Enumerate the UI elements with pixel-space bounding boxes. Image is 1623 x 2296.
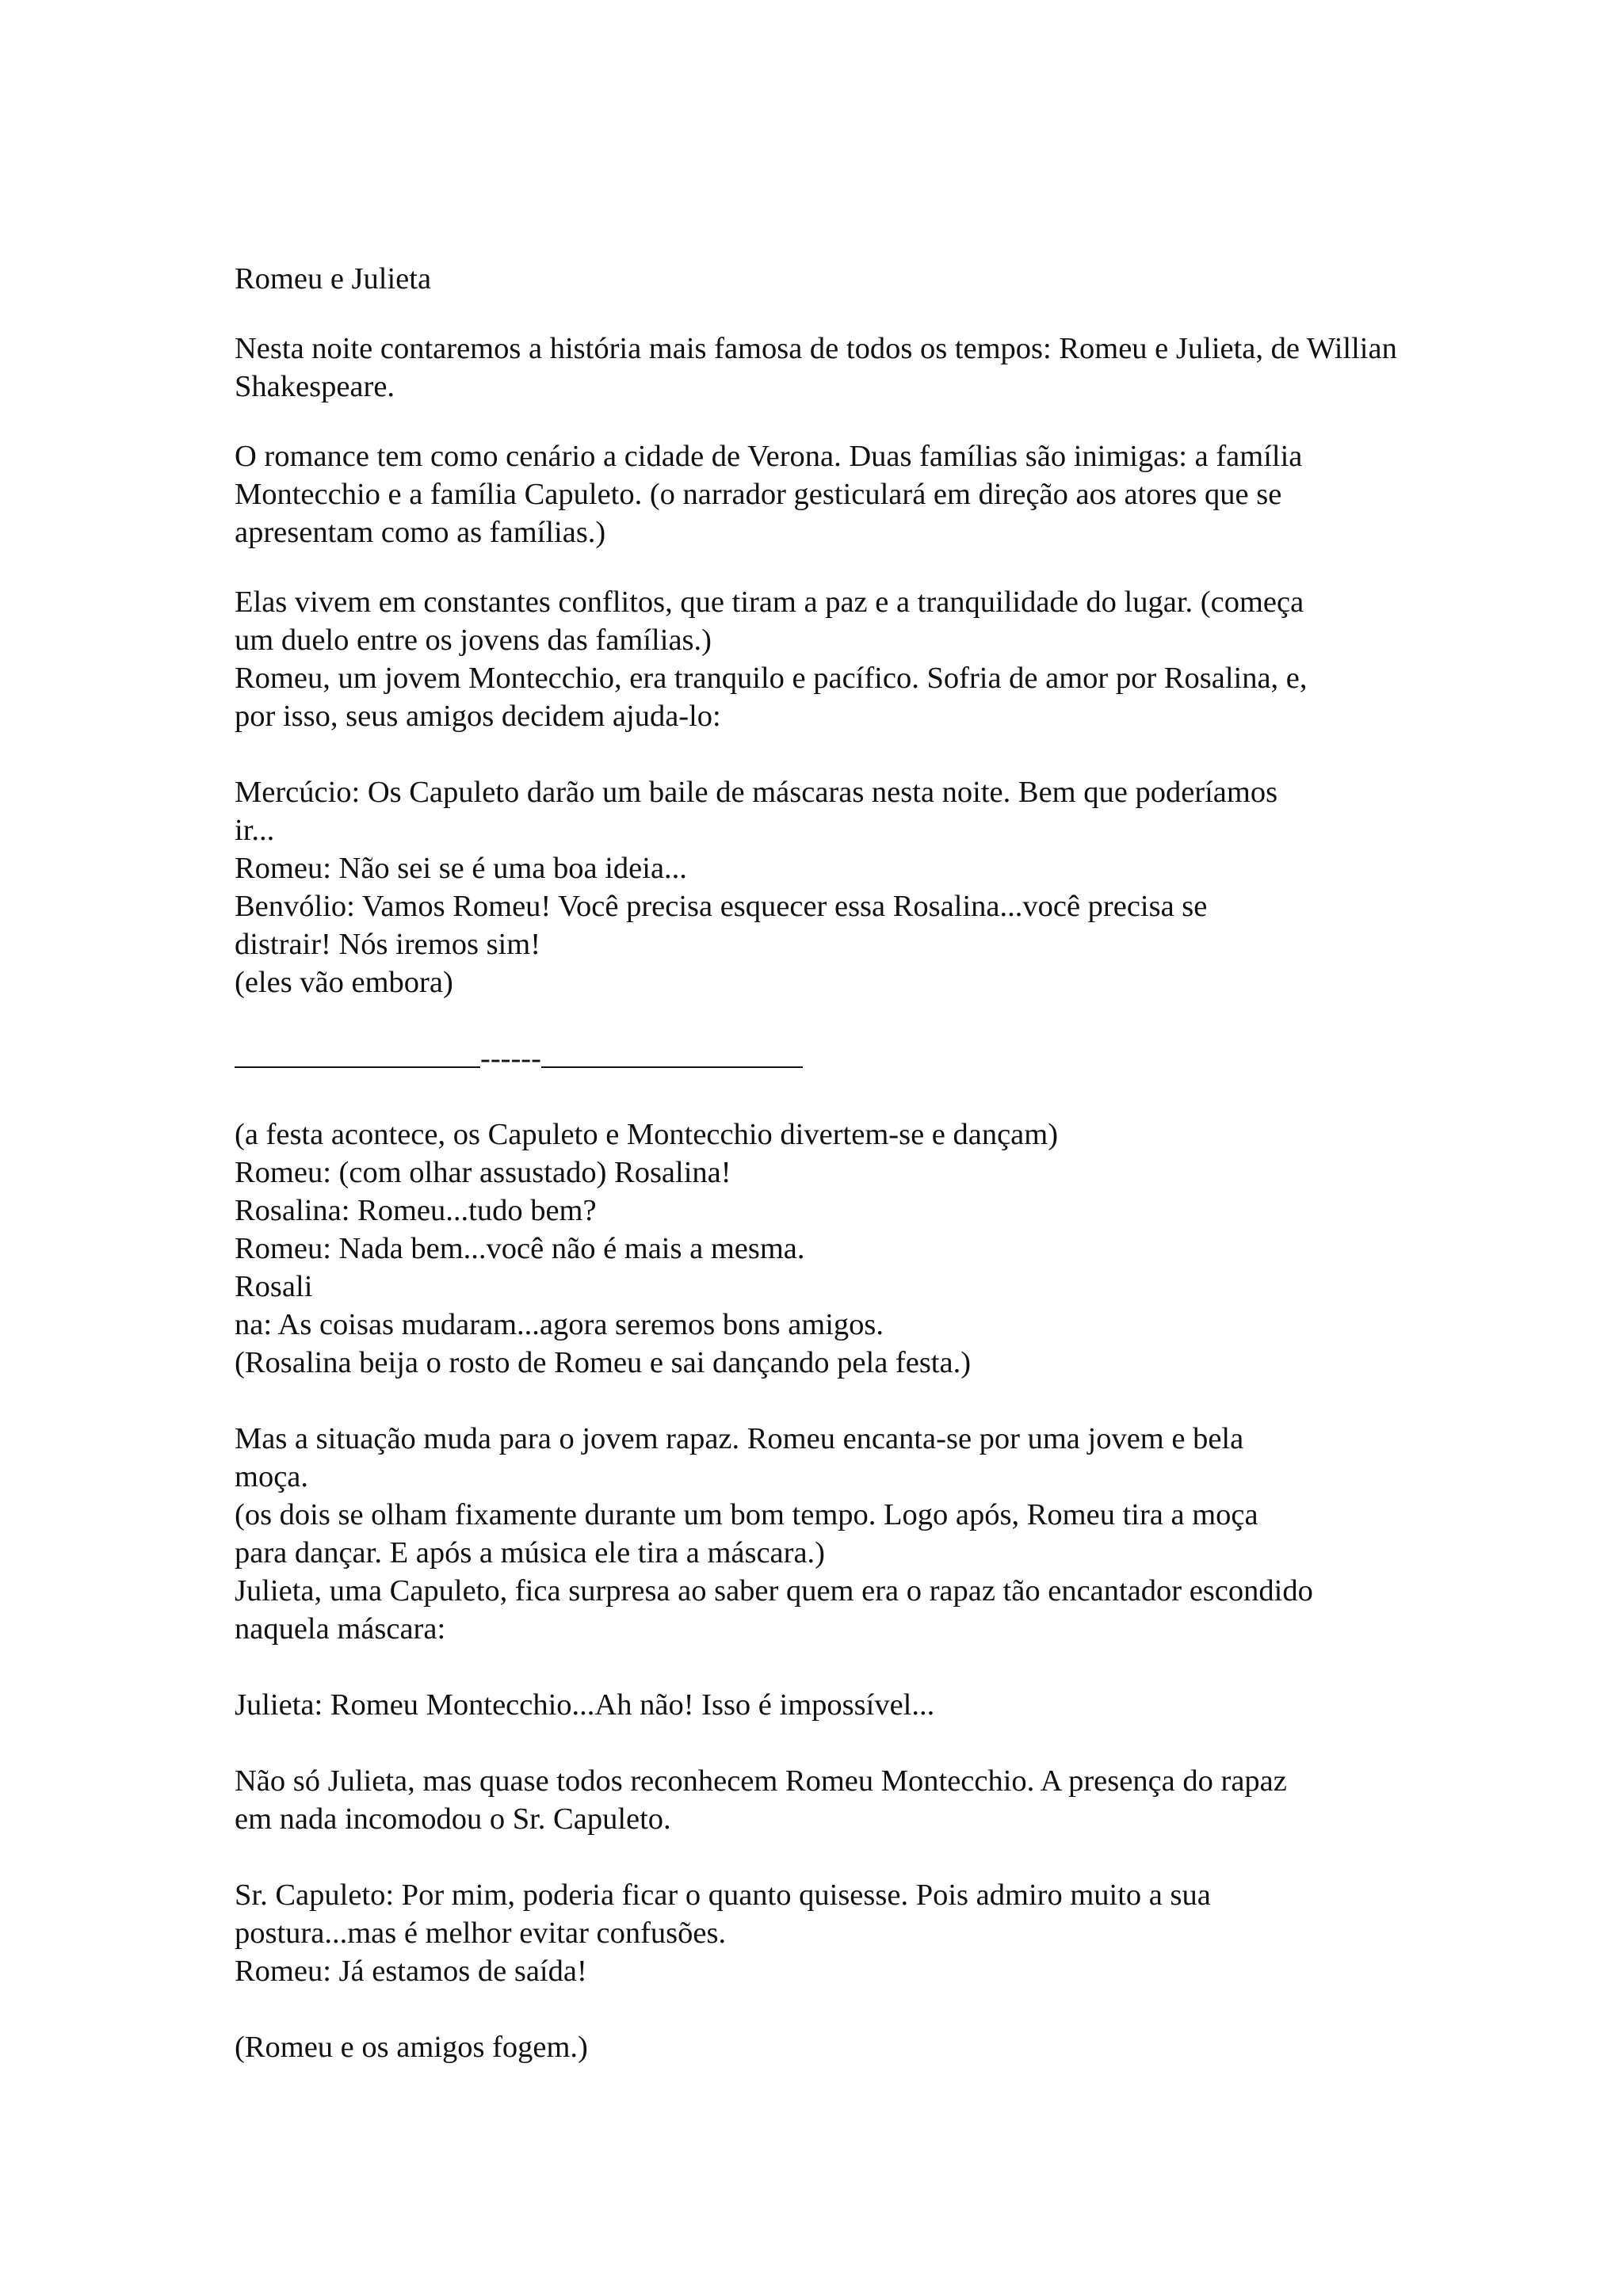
- text-line: Benvólio: Vamos Romeu! Você precisa esquecer essa Rosalina...você precisa se: [235, 890, 1208, 923]
- stage-direction-escape: [235, 2028, 1423, 2066]
- dialogue-block-friends: [235, 773, 1423, 1001]
- text-line: Não só Julieta, mas quase todos reconhecem Romeu Montecchio. A presença do rapaz: [235, 1764, 1287, 1798]
- intro-paragraph: Nesta noite contaremos a história mais famosa de todos os tempos: Romeu e Julieta, de Willian Shakespeare.: [235, 332, 1397, 403]
- separator-dashes: ------: [480, 1042, 541, 1075]
- text-line: por isso, seus amigos decidem ajuda-lo:: [235, 700, 721, 733]
- text-line: Julieta, uma Capuleto, fica surpresa ao saber quem era o rapaz tão encantador escondido: [235, 1574, 1313, 1608]
- text-line: postura...mas é melhor evitar confusões.: [235, 1917, 727, 1950]
- text-line: um duelo entre os jovens das famílias.): [235, 624, 712, 657]
- text-line: Romeu: Nada bem...você não é mais a mesma.: [235, 1232, 805, 1265]
- text-line: (Romeu e os amigos fogem.): [235, 2031, 588, 2064]
- scene-separator: [235, 1039, 1423, 1077]
- text-line: na: As coisas mudaram...agora seremos bons amigos.: [235, 1308, 884, 1341]
- document-title: Romeu e Julieta: [235, 262, 432, 296]
- narration-block-recognition: [235, 1762, 1423, 1838]
- dialogue-block-party: [235, 1116, 1423, 1382]
- text-line: Julieta: Romeu Montecchio...Ah não! Isso é impossível...: [235, 1688, 935, 1722]
- text-line: Rosalina: Romeu...tudo bem?: [235, 1194, 597, 1227]
- text-line: ir...: [235, 814, 275, 847]
- separator-rule-right: [541, 1043, 803, 1068]
- text-line: em nada incomodou o Sr. Capuleto.: [235, 1802, 671, 1836]
- document-body: [235, 260, 1423, 2066]
- setting-paragraph: O romance tem como cenário a cidade de Verona. Duas famílias são inimigas: a família Montecchio e a família Capuleto. (o narrador gesticulará em direção aos atores que se apresentam como as famílias.): [235, 440, 1303, 549]
- text-line: distrair! Nós iremos sim!: [235, 928, 541, 961]
- text-line: moça.: [235, 1460, 308, 1493]
- text-line: Sr. Capuleto: Por mim, poderia ficar o quanto quisesse. Pois admiro muito a sua: [235, 1878, 1211, 1912]
- text-line: Rosali: [235, 1270, 313, 1303]
- text-line: Mas a situação muda para o jovem rapaz. Romeu encanta-se por uma jovem e bela: [235, 1422, 1244, 1455]
- text-line: Romeu: (com olhar assustado) Rosalina!: [235, 1156, 731, 1189]
- narration-block-meeting: [235, 1420, 1423, 1648]
- text-line: para dançar. E após a música ele tira a máscara.): [235, 1536, 825, 1569]
- text-line: Elas vivem em constantes conflitos, que tiram a paz e a tranquilidade do lugar. (começa: [235, 585, 1304, 619]
- text-line: (os dois se olham fixamente durante um bom tempo. Logo após, Romeu tira a moça: [235, 1498, 1258, 1531]
- text-line: (a festa acontece, os Capuleto e Montecchio divertem-se e dançam): [235, 1118, 1059, 1151]
- text-line: Mercúcio: Os Capuleto darão um baile de máscaras nesta noite. Bem que poderíamos: [235, 776, 1278, 809]
- text-line: Romeu, um jovem Montecchio, era tranquilo e pacífico. Sofria de amor por Rosalina, e,: [235, 662, 1308, 695]
- text-line: Romeu: Não sei se é uma boa ideia...: [235, 852, 687, 885]
- dialogue-block-julieta: [235, 1686, 1423, 1724]
- dialogue-block-capuleto: [235, 1876, 1423, 1990]
- text-line: naquela máscara:: [235, 1612, 446, 1646]
- text-line: (eles vão embora): [235, 966, 453, 999]
- separator-rule-left: [235, 1043, 480, 1068]
- conflict-block: [235, 583, 1423, 735]
- text-line: (Rosalina beija o rosto de Romeu e sai dançando pela festa.): [235, 1346, 972, 1379]
- text-line: Romeu: Já estamos de saída!: [235, 1955, 587, 1988]
